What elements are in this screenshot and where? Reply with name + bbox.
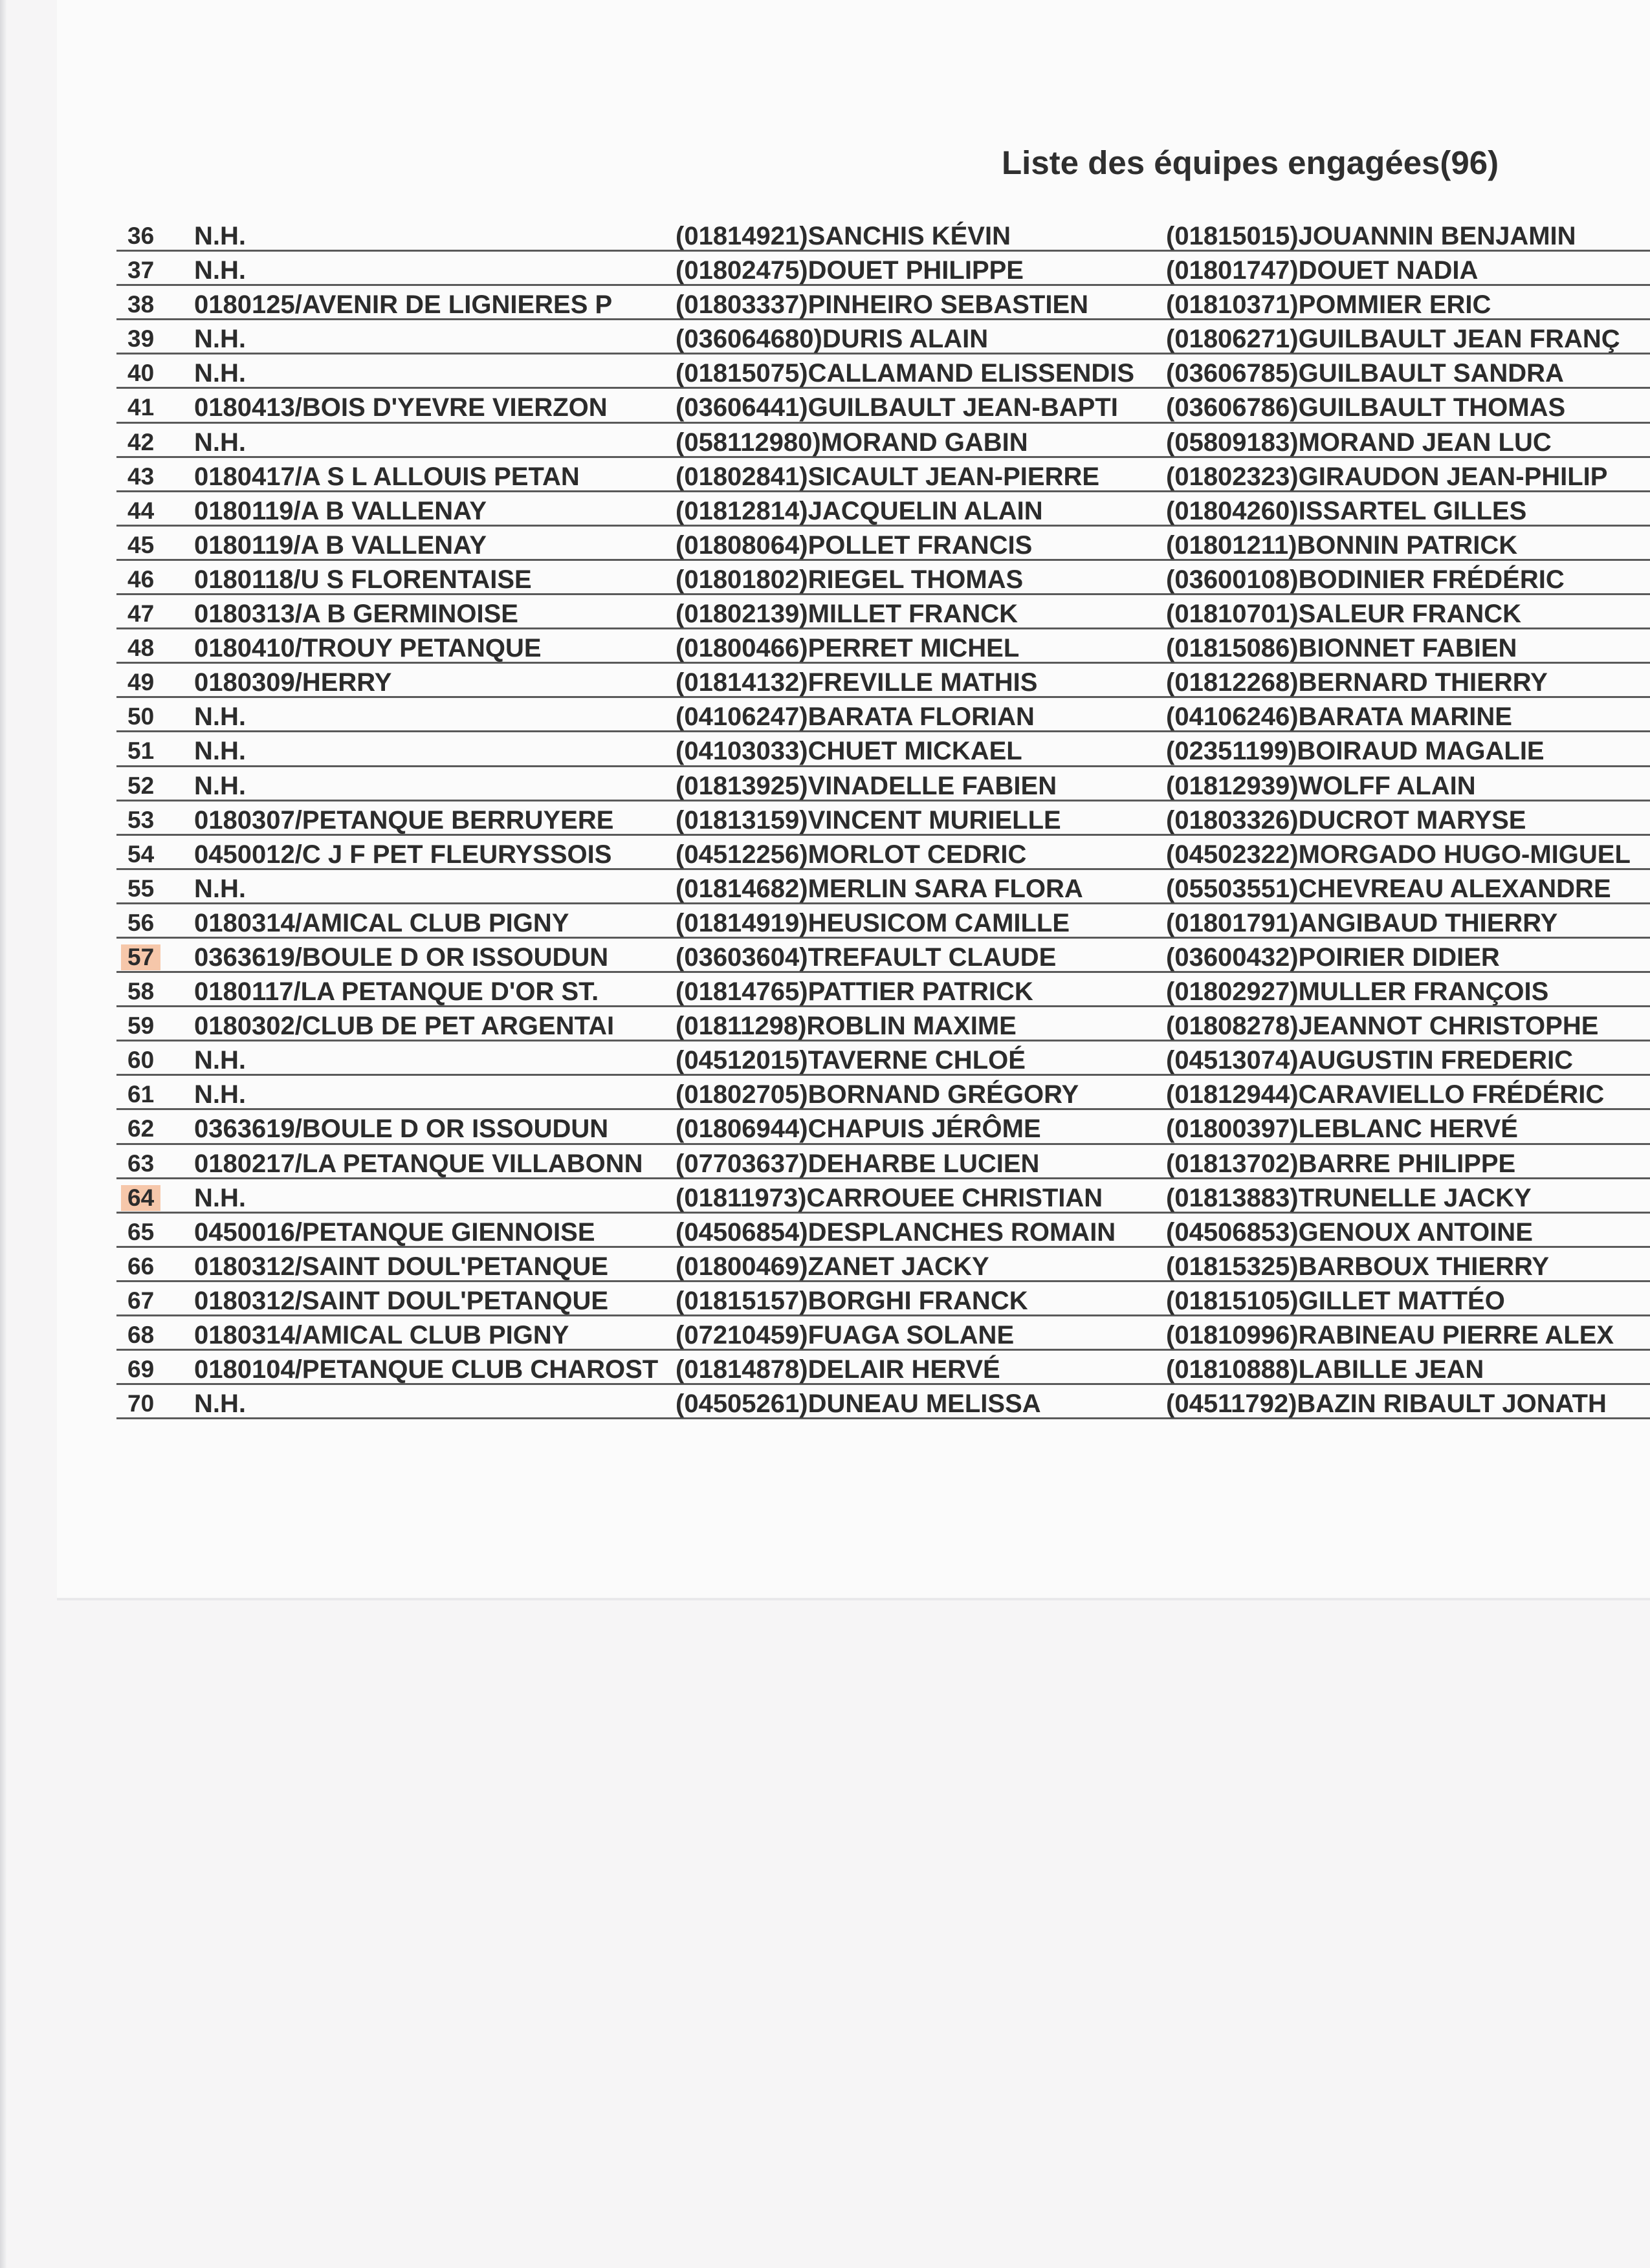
- row-number: 36: [127, 223, 155, 249]
- table-row: [116, 1351, 1650, 1385]
- row-number: 52: [127, 772, 155, 799]
- player-one: (01802475)DOUET PHILIPPE: [676, 256, 1024, 285]
- row-number: 60: [127, 1047, 155, 1074]
- row-number: 63: [127, 1150, 155, 1177]
- club-name: 0450016/PETANQUE GIENNOISE: [194, 1217, 595, 1247]
- player-two: (05809183)MORAND JEAN LUC: [1166, 428, 1552, 457]
- table-row: [116, 732, 1650, 767]
- player-one: (01808064)POLLET FRANCIS: [676, 530, 1033, 560]
- club-name: N.H.: [194, 359, 246, 388]
- table-row: [116, 1385, 1650, 1419]
- row-number: 46: [127, 565, 155, 593]
- player-two: (01810371)POMMIER ERIC: [1166, 290, 1491, 320]
- table-row: [116, 595, 1650, 629]
- row-number: 64: [121, 1185, 160, 1211]
- player-one: (03606441)GUILBAULT JEAN-BAPTI: [676, 393, 1118, 422]
- player-two: (01803326)DUCROT MARYSE: [1166, 805, 1526, 834]
- player-two: (01812939)WOLFF ALAIN: [1166, 771, 1476, 800]
- row-number: 40: [127, 360, 155, 387]
- table-row: [116, 354, 1650, 389]
- club-name: N.H.: [194, 325, 246, 354]
- player-one: (058112980)MORAND GABIN: [676, 428, 1028, 457]
- player-two: (01804260)ISSARTEL GILLES: [1166, 496, 1527, 525]
- player-two: (01801747)DOUET NADIA: [1166, 256, 1479, 285]
- club-name: 0363619/BOULE D OR ISSOUDUN: [194, 943, 609, 972]
- player-one: (01800469)ZANET JACKY: [676, 1252, 989, 1281]
- row-number: 68: [127, 1322, 155, 1348]
- player-one: (04106247)BARATA FLORIAN: [676, 703, 1035, 732]
- row-number: 50: [127, 703, 155, 730]
- club-name: N.H.: [194, 1046, 246, 1075]
- club-name: 0180312/SAINT DOUL'PETANQUE: [194, 1252, 609, 1281]
- table-row: [116, 1076, 1650, 1110]
- table-row: [116, 904, 1650, 939]
- player-two: (03600432)POIRIER DIDIER: [1166, 943, 1500, 972]
- player-two: (01815325)BARBOUX THIERRY: [1166, 1252, 1550, 1281]
- club-name: N.H.: [194, 256, 246, 285]
- table-row: [116, 458, 1650, 492]
- player-two: (05503551)CHEVREAU ALEXANDRE: [1166, 874, 1611, 903]
- player-one: (01803337)PINHEIRO SEBASTIEN: [676, 290, 1089, 320]
- table-row: [116, 767, 1650, 801]
- player-one: (01814765)PATTIER PATRICK: [676, 977, 1033, 1007]
- player-one: (01814682)MERLIN SARA FLORA: [676, 874, 1083, 903]
- table-row: [116, 320, 1650, 354]
- player-one: (01801802)RIEGEL THOMAS: [676, 565, 1024, 594]
- player-two: (02351199)BOIRAUD MAGALIE: [1166, 737, 1545, 766]
- row-number: 56: [127, 909, 155, 936]
- club-name: 0180302/CLUB DE PET ARGENTAI: [194, 1012, 615, 1041]
- table-row: [116, 870, 1650, 904]
- player-two: (01801791)ANGIBAUD THIERRY: [1166, 908, 1558, 937]
- club-name: 0180307/PETANQUE BERRUYERE: [194, 805, 614, 834]
- table-row: [116, 1110, 1650, 1144]
- club-name: N.H.: [194, 1080, 246, 1109]
- player-one: (01800466)PERRET MICHEL: [676, 634, 1020, 663]
- table-row: [116, 698, 1650, 732]
- table-row: [116, 836, 1650, 870]
- player-two: (04106246)BARATA MARINE: [1166, 703, 1512, 732]
- club-name: 0180314/AMICAL CLUB PIGNY: [194, 908, 569, 937]
- player-two: (01812944)CARAVIELLO FRÉDÉRIC: [1166, 1080, 1605, 1109]
- club-name: N.H.: [194, 222, 246, 250]
- club-name: 0180312/SAINT DOUL'PETANQUE: [194, 1286, 609, 1315]
- table-row: [116, 424, 1650, 458]
- club-name: 0180118/U S FLORENTAISE: [194, 565, 532, 594]
- player-one: (01814921)SANCHIS KÉVIN: [676, 222, 1011, 250]
- row-number: 69: [127, 1356, 155, 1383]
- club-name: 0180410/TROUY PETANQUE: [194, 634, 542, 663]
- player-one: (01811298)ROBLIN MAXIME: [676, 1012, 1017, 1041]
- player-two: (01813702)BARRE PHILIPPE: [1166, 1149, 1516, 1178]
- row-number: 58: [127, 978, 155, 1005]
- table-row: [116, 1316, 1650, 1351]
- player-one: (01811973)CARROUEE CHRISTIAN: [676, 1183, 1103, 1212]
- player-two: (01812268)BERNARD THIERRY: [1166, 668, 1548, 697]
- table-row: [116, 1248, 1650, 1282]
- club-name: 0180309/HERRY: [194, 668, 392, 697]
- club-name: 0180117/LA PETANQUE D'OR ST.: [194, 977, 599, 1007]
- club-name: N.H.: [194, 1390, 246, 1419]
- player-two: (01800397)LEBLANC HERVÉ: [1166, 1115, 1518, 1144]
- club-name: 0450012/C J F PET FLEURYSSOIS: [194, 840, 612, 869]
- player-two: (01815015)JOUANNIN BENJAMIN: [1166, 222, 1576, 250]
- player-one: (04103033)CHUET MICKAEL: [676, 737, 1022, 766]
- player-two: (04511792)BAZIN RIBAULT JONATH: [1166, 1390, 1607, 1419]
- scan-edge: [0, 0, 6, 2268]
- player-two: (01810888)LABILLE JEAN: [1166, 1355, 1484, 1384]
- player-one: (07703637)DEHARBE LUCIEN: [676, 1149, 1040, 1178]
- player-one: (036064680)DURIS ALAIN: [676, 325, 989, 354]
- row-number: 67: [127, 1287, 155, 1314]
- table-row: [116, 527, 1650, 561]
- table-row: [116, 1179, 1650, 1214]
- table-row: [116, 629, 1650, 664]
- player-two: (01810701)SALEUR FRANCK: [1166, 600, 1522, 629]
- player-two: (03600108)BODINIER FRÉDÉRIC: [1166, 565, 1565, 594]
- row-number: 45: [127, 531, 155, 558]
- row-number: 51: [127, 737, 155, 765]
- player-one: (01814919)HEUSICOM CAMILLE: [676, 908, 1070, 937]
- player-two: (01815086)BIONNET FABIEN: [1166, 634, 1517, 663]
- player-one: (03603604)TREFAULT CLAUDE: [676, 943, 1057, 972]
- table-row: [116, 1041, 1650, 1076]
- player-two: (01813883)TRUNELLE JACKY: [1166, 1183, 1532, 1212]
- club-name: 0180119/A B VALLENAY: [194, 496, 487, 525]
- player-two: (04506853)GENOUX ANTOINE: [1166, 1217, 1533, 1247]
- player-one: (07210459)FUAGA SOLANE: [676, 1321, 1015, 1349]
- row-number: 55: [127, 875, 155, 902]
- player-one: (01815157)BORGHI FRANCK: [676, 1286, 1028, 1315]
- player-one: (01815075)CALLAMAND ELISSENDIS: [676, 359, 1135, 388]
- player-one: (04512256)MORLOT CEDRIC: [676, 840, 1027, 869]
- player-two: (03606786)GUILBAULT THOMAS: [1166, 393, 1566, 422]
- club-name: N.H.: [194, 1183, 246, 1212]
- club-name: 0180413/BOIS D'YEVRE VIERZON: [194, 393, 608, 422]
- table-row: [116, 217, 1650, 252]
- table-row: [116, 492, 1650, 527]
- player-two: (01802323)GIRAUDON JEAN-PHILIP: [1166, 462, 1608, 491]
- row-number: 38: [127, 291, 155, 318]
- player-one: (01814132)FREVILLE MATHIS: [676, 668, 1038, 697]
- row-number: 39: [127, 325, 155, 353]
- table-row: [116, 389, 1650, 423]
- row-number: 66: [127, 1252, 155, 1280]
- row-number: 57: [121, 944, 160, 970]
- player-two: (01810996)RABINEAU PIERRE ALEX: [1166, 1321, 1614, 1349]
- club-name: 0180314/AMICAL CLUB PIGNY: [194, 1321, 569, 1349]
- row-number: 61: [127, 1081, 155, 1108]
- player-one: (04505261)DUNEAU MELISSA: [676, 1390, 1041, 1419]
- table-row: [116, 973, 1650, 1007]
- player-one: (04512015)TAVERNE CHLOÉ: [676, 1046, 1026, 1075]
- row-number: 53: [127, 806, 155, 833]
- row-number: 62: [127, 1115, 155, 1142]
- table-row: [116, 801, 1650, 836]
- table-row: [116, 252, 1650, 286]
- row-number: 47: [127, 600, 155, 627]
- player-two: (03606785)GUILBAULT SANDRA: [1166, 359, 1564, 388]
- player-one: (01802139)MILLET FRANCK: [676, 600, 1018, 629]
- player-two: (01802927)MULLER FRANÇOIS: [1166, 977, 1549, 1007]
- club-name: 0180119/A B VALLENAY: [194, 530, 487, 560]
- club-name: 0180417/A S L ALLOUIS PETAN: [194, 462, 580, 491]
- row-number: 54: [127, 840, 155, 867]
- row-number: 70: [127, 1390, 155, 1417]
- player-one: (01802705)BORNAND GRÉGORY: [676, 1080, 1079, 1109]
- player-two: (01801211)BONNIN PATRICK: [1166, 530, 1518, 560]
- club-name: 0180313/A B GERMINOISE: [194, 600, 518, 629]
- player-two: (04513074)AUGUSTIN FREDERIC: [1166, 1046, 1574, 1075]
- table-row: [116, 664, 1650, 698]
- club-name: 0180217/LA PETANQUE VILLABONN: [194, 1149, 643, 1178]
- player-one: (01813159)VINCENT MURIELLE: [676, 805, 1061, 834]
- table-row: [116, 1214, 1650, 1248]
- player-two: (01808278)JEANNOT CHRISTOPHE: [1166, 1012, 1599, 1041]
- player-one: (01806944)CHAPUIS JÉRÔME: [676, 1115, 1041, 1144]
- player-one: (04506854)DESPLANCHES ROMAIN: [676, 1217, 1116, 1247]
- row-number: 48: [127, 635, 155, 662]
- club-name: 0180125/AVENIR DE LIGNIERES P: [194, 290, 613, 320]
- club-name: N.H.: [194, 737, 246, 766]
- row-number: 49: [127, 669, 155, 696]
- player-two: (01806271)GUILBAULT JEAN FRANÇ: [1166, 325, 1620, 354]
- table-row: [116, 1282, 1650, 1316]
- player-one: (01802841)SICAULT JEAN-PIERRE: [676, 462, 1100, 491]
- row-number: 42: [127, 428, 155, 455]
- table-row: [116, 1007, 1650, 1041]
- club-name: 0363619/BOULE D OR ISSOUDUN: [194, 1115, 609, 1144]
- table-row: [116, 561, 1650, 595]
- player-one: (01812814)JACQUELIN ALAIN: [676, 496, 1043, 525]
- player-one: (01814878)DELAIR HERVÉ: [676, 1355, 1000, 1384]
- club-name: N.H.: [194, 703, 246, 732]
- table-row: [116, 286, 1650, 320]
- club-name: N.H.: [194, 428, 246, 457]
- row-number: 65: [127, 1218, 155, 1245]
- row-number: 44: [127, 497, 155, 524]
- page-title: Liste des équipes engagées(96): [1002, 144, 1499, 181]
- player-one: (01813925)VINADELLE FABIEN: [676, 771, 1057, 800]
- player-two: (04502322)MORGADO HUGO-MIGUEL: [1166, 840, 1631, 869]
- row-number: 37: [127, 257, 155, 284]
- club-name: N.H.: [194, 771, 246, 800]
- club-name: N.H.: [194, 874, 246, 903]
- row-number: 41: [127, 394, 155, 421]
- club-name: 0180104/PETANQUE CLUB CHAROST: [194, 1355, 659, 1384]
- row-number: 43: [127, 463, 155, 490]
- team-list: [116, 217, 1650, 1419]
- table-row: [116, 939, 1650, 973]
- table-row: [116, 1145, 1650, 1179]
- player-two: (01815105)GILLET MATTÉO: [1166, 1286, 1505, 1315]
- row-number: 59: [127, 1012, 155, 1040]
